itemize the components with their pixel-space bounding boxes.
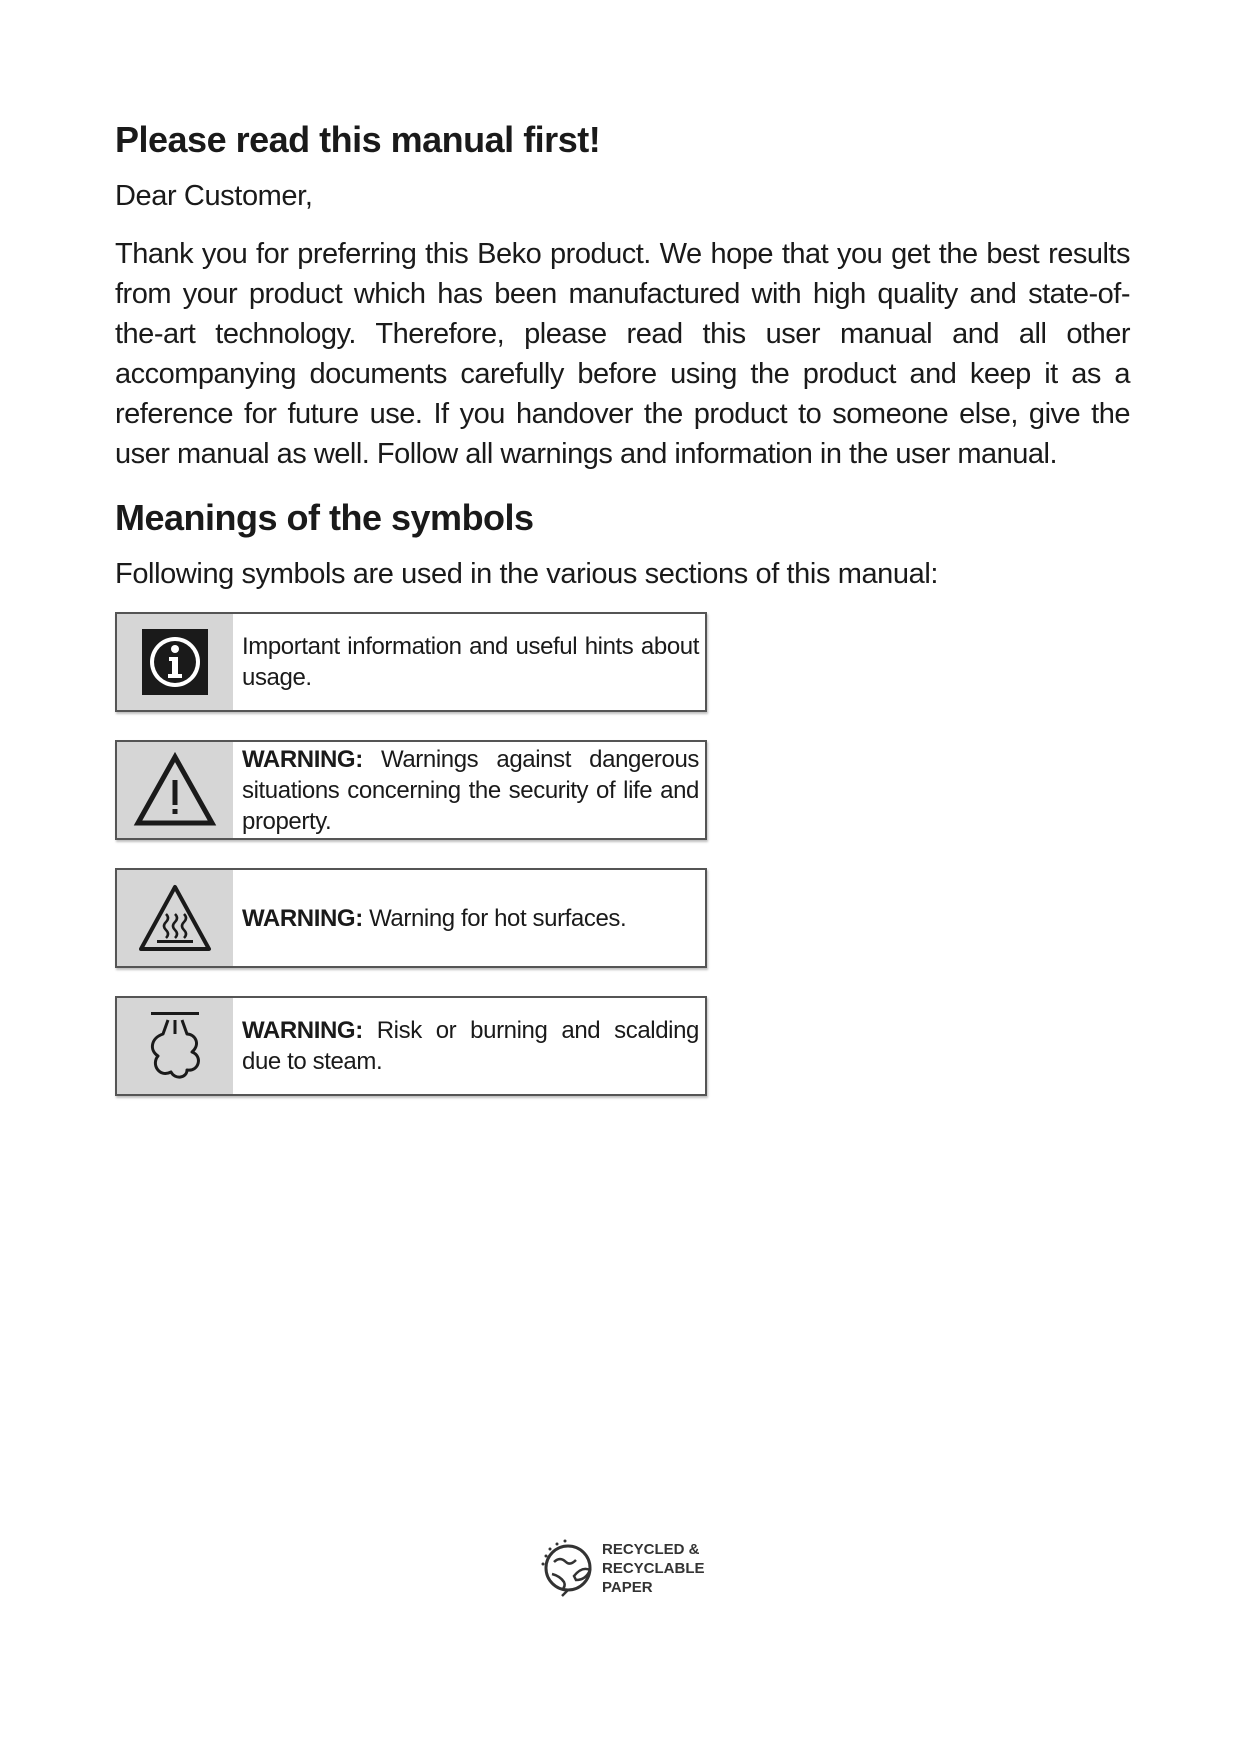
- recycled-paper-icon: [538, 1536, 598, 1600]
- recycled-paper-label: RECYCLED & RECYCLABLE PAPER: [602, 1540, 705, 1596]
- recycled-paper-badge: [538, 1536, 705, 1600]
- intro-paragraph: Thank you for preferring this Beko product. We hope that you get the best results from your product which has been manufactured with high quality and state-of-the-art technology. Therefore, please read this user manual and all other accompanying documents carefully before using the product and keep it as a reference for future use. If you handover the product to someone else, give the user manual as well. Follow all warnings and information in the user manual.: [115, 238, 1130, 470]
- warning-triangle-icon: [133, 752, 217, 828]
- warning-label: WARNING:: [242, 904, 363, 932]
- symbol-row-warning: [115, 740, 707, 840]
- symbols-table: [115, 612, 707, 1096]
- hot-surface-icon: [137, 882, 213, 954]
- warning-label: WARNING:: [242, 745, 363, 773]
- symbol-text-hot-surface: Warning for hot surfaces.: [362, 904, 627, 932]
- manual-page: [115, 118, 1130, 1124]
- symbol-text-steam: Risk or burning and scalding due to steam.: [242, 1017, 699, 1075]
- symbol-text-warning: Warnings against dangerous situations concerning the security of life and property.: [242, 745, 699, 835]
- symbol-row-hot-surface: [115, 868, 707, 968]
- symbols-heading: Meanings of the symbols: [115, 497, 534, 538]
- page-title: Please read this manual first!: [115, 119, 601, 160]
- symbol-row-info: [115, 612, 707, 712]
- warning-label: WARNING:: [242, 1017, 363, 1044]
- symbol-row-steam: [115, 996, 707, 1096]
- steam-icon: [141, 1008, 209, 1084]
- symbol-text-info: Important information and useful hints about usage.: [242, 633, 699, 691]
- symbols-lead: Following symbols are used in the various sections of this manual:: [115, 558, 939, 590]
- greeting: Dear Customer,: [115, 180, 313, 212]
- info-icon: [140, 627, 210, 697]
